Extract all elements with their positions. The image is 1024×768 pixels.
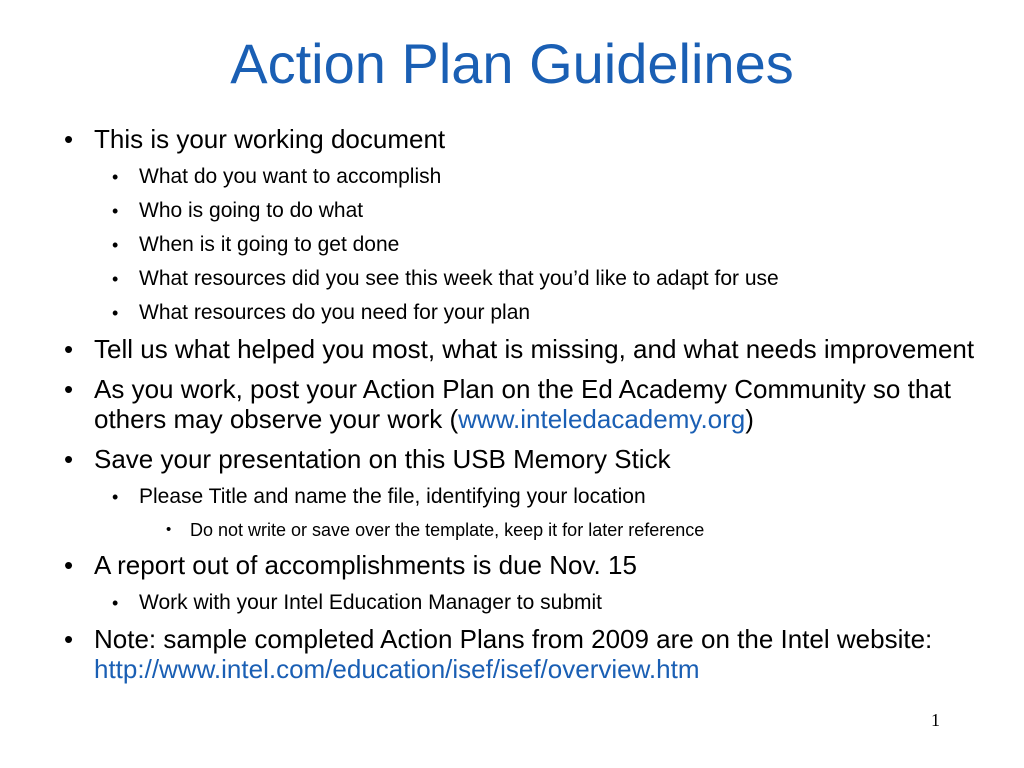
bullet-text-main: As you work, post your Action Plan on the Ed Academy Community so that others may observe your work ( <box>94 374 951 434</box>
bullet-text <box>94 550 994 580</box>
bullet-item-level-3 <box>0 518 1024 542</box>
bullet-text <box>94 334 994 364</box>
bullet-text <box>190 518 990 542</box>
bullet-text-main: A report out of accomplishments is due Nov. 15 <box>94 550 637 580</box>
bullet-text <box>94 444 994 474</box>
bullet-icon: • <box>112 269 119 289</box>
bullet-icon: • <box>112 235 119 255</box>
bullet-icon: • <box>64 444 74 474</box>
bullet-text-main: This is your working document <box>94 124 446 154</box>
bullet-text-main: Please Title and name the file, identifying your location <box>139 485 646 508</box>
bullet-item-level-1 <box>0 624 1024 684</box>
bullet-text <box>139 232 999 258</box>
page-number: 1 <box>931 710 940 730</box>
bullet-text-main: Note: sample completed Action Plans from 2009 are on the Intel website: <box>94 624 933 654</box>
bullet-text <box>94 374 994 434</box>
bullet-item-level-1 <box>0 444 1024 474</box>
bullet-text <box>139 590 999 616</box>
bullet-item-level-2 <box>0 266 1024 292</box>
bullet-item-level-1 <box>0 374 1024 434</box>
hyperlink[interactable]: www.inteledacademy.org <box>458 404 746 434</box>
bullet-icon: • <box>112 303 119 323</box>
bullet-text-suffix: ) <box>745 404 754 434</box>
bullet-text <box>139 164 999 190</box>
bullet-icon: • <box>112 593 119 613</box>
bullet-icon: • <box>64 624 74 654</box>
bullet-text-main: Save your presentation on this USB Memory Stick <box>94 444 671 474</box>
bullet-text-main: Work with your Intel Education Manager to submit <box>139 591 602 614</box>
bullet-item-level-1 <box>0 550 1024 580</box>
bullet-text-main: Who is going to do what <box>139 199 364 222</box>
bullet-text-main: What do you want to accomplish <box>139 165 442 188</box>
bullet-text <box>139 198 999 224</box>
bullet-text <box>139 300 999 326</box>
bullet-text-main: Do not write or save over the template, keep it for later reference <box>190 520 705 540</box>
bullet-text <box>94 624 994 684</box>
bullet-item-level-2 <box>0 164 1024 190</box>
bullet-item-level-2 <box>0 590 1024 616</box>
bullet-icon: • <box>112 201 119 221</box>
bullet-item-level-1 <box>0 334 1024 364</box>
bullet-text-main: Tell us what helped you most, what is missing, and what needs improvement <box>94 334 975 364</box>
bullet-item-level-2 <box>0 300 1024 326</box>
bullet-icon: • <box>64 374 74 404</box>
bullet-text-main: What resources did you see this week that you’d like to adapt for use <box>139 267 779 290</box>
hyperlink[interactable]: http://www.intel.com/education/isef/isef/overview.htm <box>94 654 700 684</box>
bullet-text <box>139 484 999 510</box>
bullet-text <box>139 266 999 292</box>
bullet-text-main: What resources do you need for your plan <box>139 301 531 324</box>
bullet-item-level-2 <box>0 198 1024 224</box>
slide-title: Action Plan Guidelines <box>230 32 794 95</box>
bullet-item-level-2 <box>0 232 1024 258</box>
bullet-text-main: When is it going to get done <box>139 233 400 256</box>
bullet-list <box>0 124 1024 694</box>
bullet-icon: • <box>112 167 119 187</box>
bullet-item-level-2 <box>0 484 1024 510</box>
bullet-icon: • <box>166 521 172 538</box>
bullet-text <box>94 124 994 154</box>
bullet-icon: • <box>64 124 74 154</box>
bullet-icon: • <box>64 334 74 364</box>
bullet-icon: • <box>112 487 119 507</box>
bullet-icon: • <box>64 550 74 580</box>
bullet-item-level-1 <box>0 124 1024 154</box>
